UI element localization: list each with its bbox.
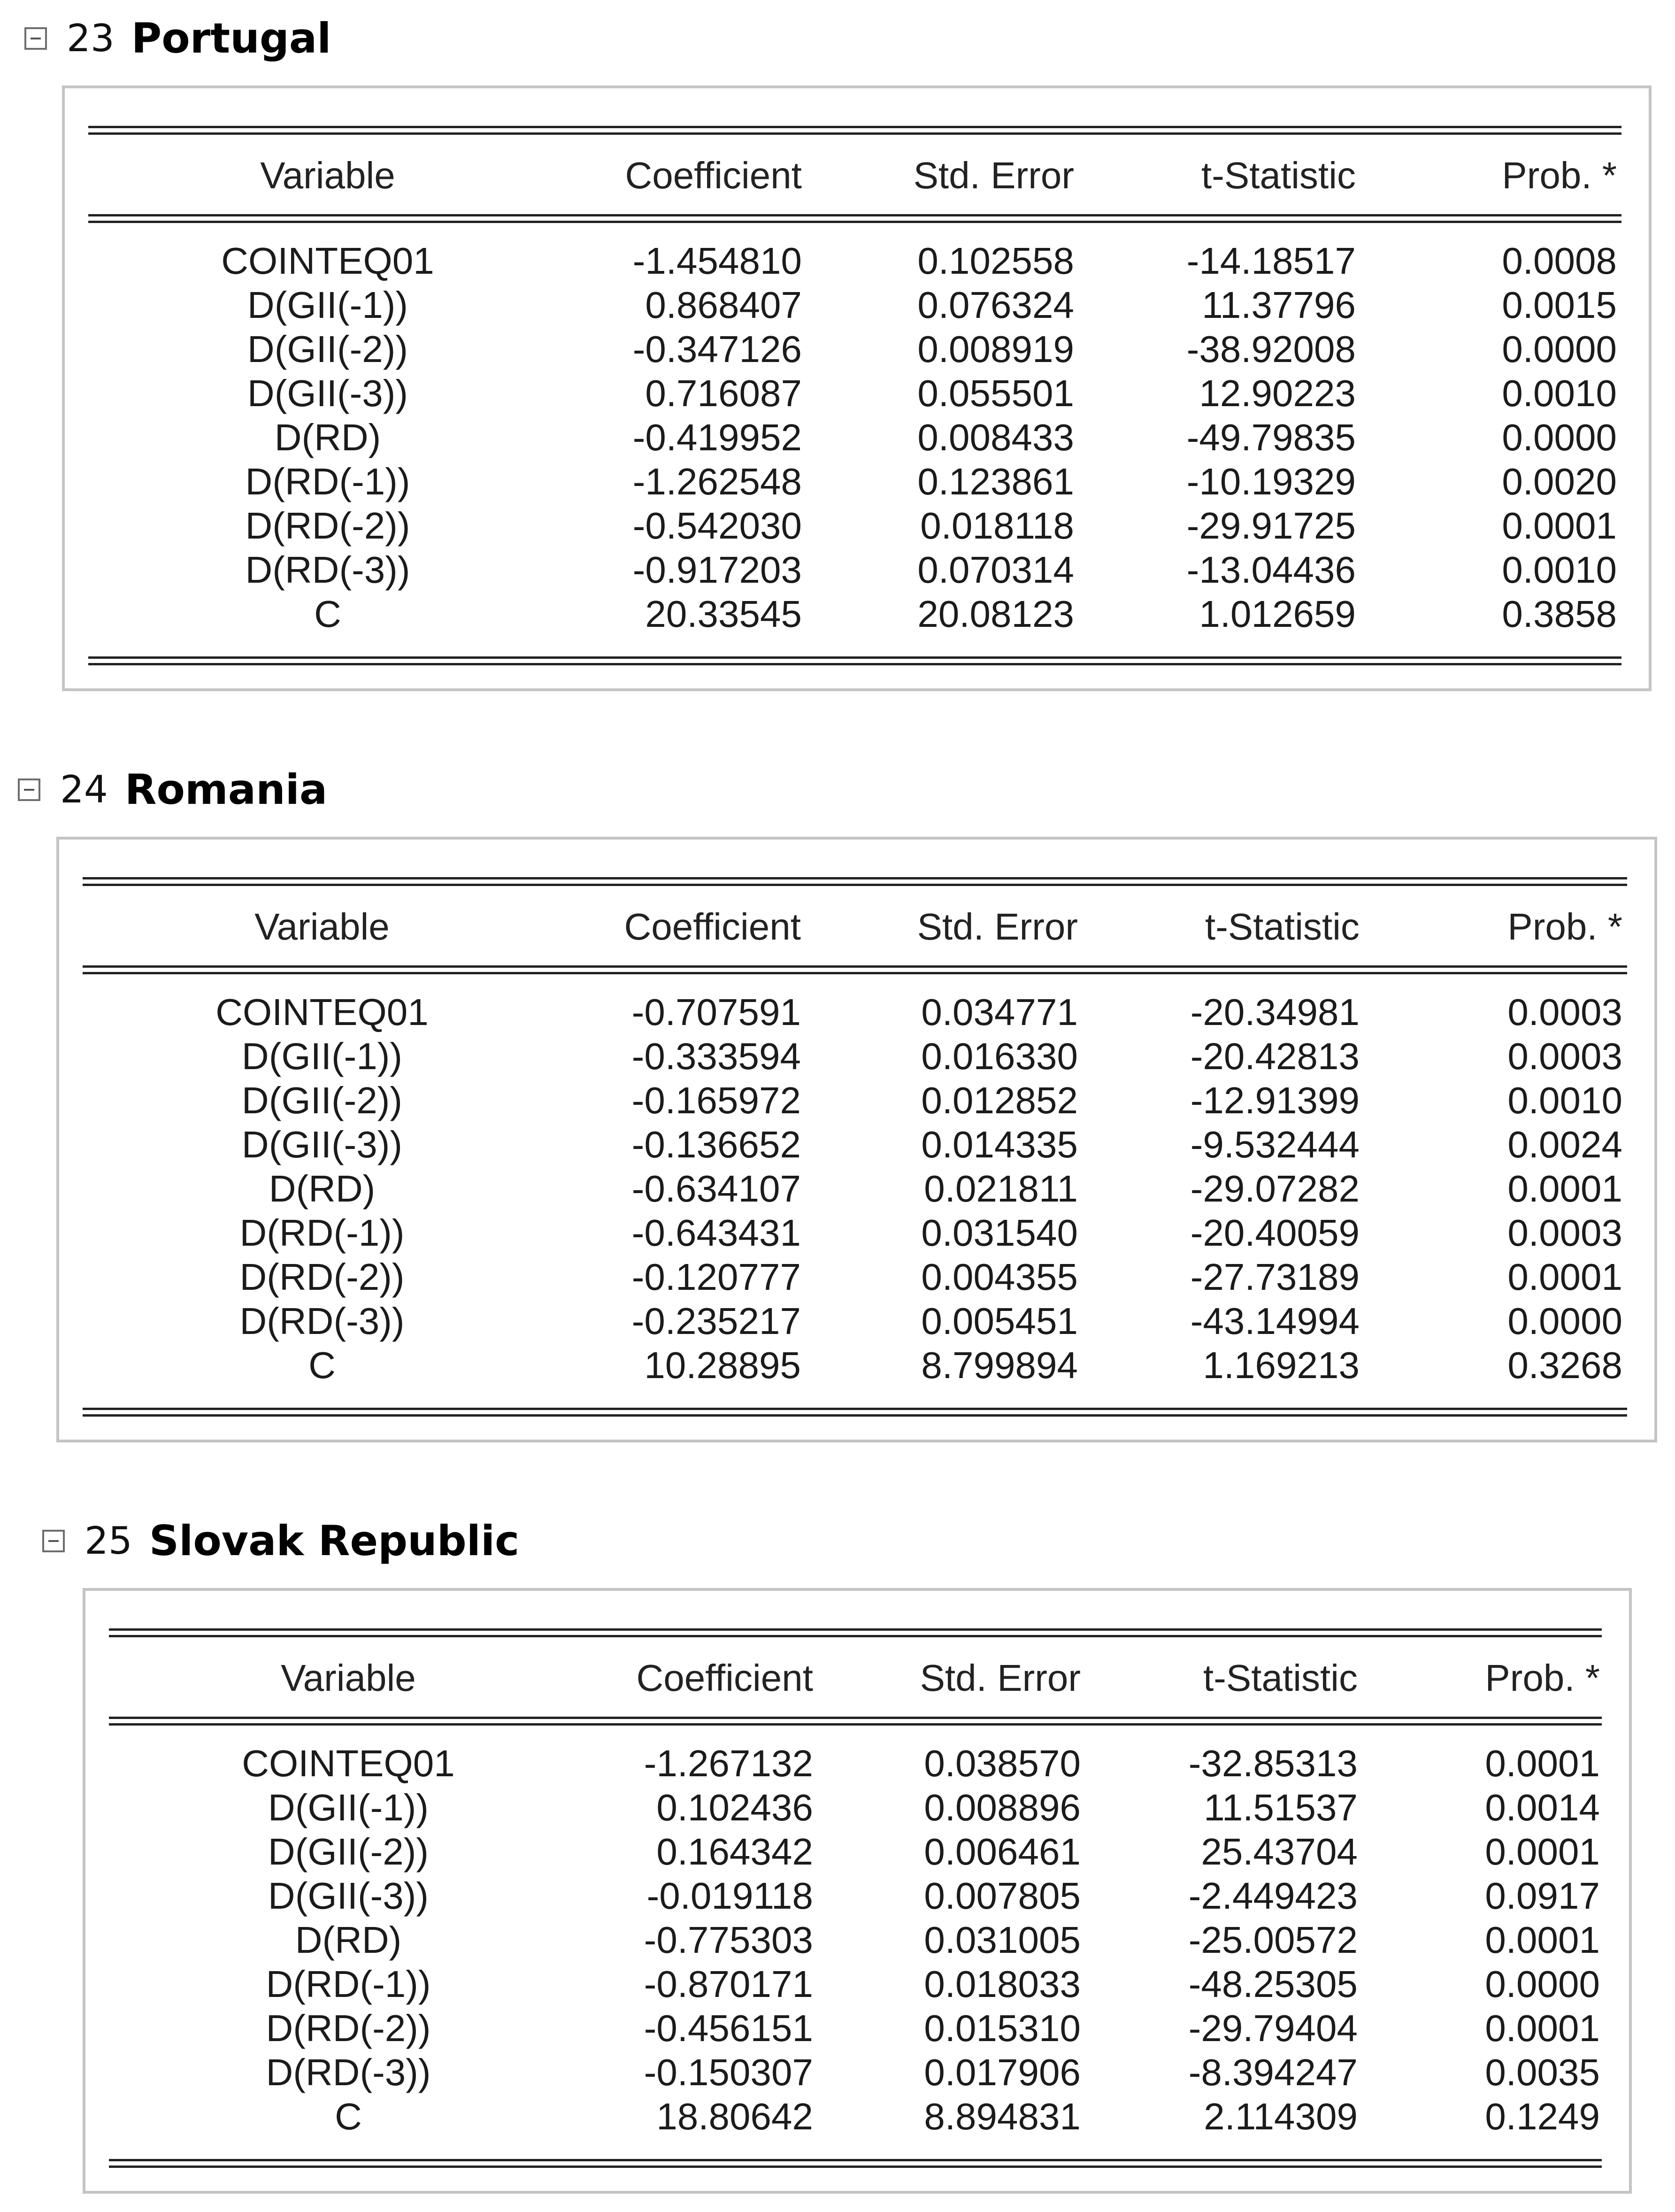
cell-std-error: 0.016330: [921, 1035, 1078, 1077]
cell-coefficient: -0.347126: [632, 328, 802, 370]
cell-std-error: 8.894831: [924, 2096, 1081, 2137]
table-row: [109, 1919, 1602, 1963]
cell-t-statistic: -48.25305: [1188, 1963, 1358, 2005]
cell-t-statistic: -38.92008: [1186, 328, 1356, 370]
cell-t-statistic: 2.114309: [1204, 2096, 1358, 2137]
cell-t-statistic: -2.449423: [1188, 1875, 1358, 1917]
cell-t-statistic: 12.90223: [1199, 372, 1356, 414]
results-panel: [56, 837, 1657, 1442]
cell-variable: D(RD(-2)): [266, 2007, 431, 2049]
cell-t-statistic: -20.34981: [1190, 991, 1360, 1033]
cell-variable: D(RD(-1)): [239, 1212, 405, 1254]
cell-prob: 0.0020: [1502, 461, 1617, 502]
table-row: [88, 593, 1621, 637]
cell-t-statistic: -29.91725: [1186, 505, 1356, 547]
cell-t-statistic: 1.012659: [1199, 593, 1356, 635]
cell-prob: 0.0001: [1507, 1168, 1622, 1210]
table-row: [109, 1963, 1602, 2007]
table-body: [83, 991, 1627, 1395]
cell-std-error: 0.031540: [921, 1212, 1078, 1254]
cell-std-error: 0.038570: [924, 1742, 1081, 1784]
cell-std-error: 0.012852: [921, 1079, 1078, 1121]
cell-coefficient: -0.707591: [631, 991, 801, 1033]
section-number: 24: [60, 768, 108, 811]
table-row: [109, 1742, 1602, 1786]
cell-coefficient: 0.102436: [656, 1787, 813, 1828]
section-24: [0, 751, 1675, 1456]
cell-coefficient: 0.164342: [656, 1831, 813, 1873]
cell-coefficient: -0.643431: [631, 1212, 801, 1254]
table-header: [109, 1657, 1602, 1703]
table-row: [109, 2051, 1602, 2095]
cell-coefficient: -1.262548: [632, 461, 802, 502]
cell-t-statistic: -43.14994: [1190, 1300, 1360, 1342]
section-header: [24, 14, 331, 62]
cell-variable: D(RD): [274, 416, 381, 458]
cell-std-error: 0.008896: [924, 1787, 1081, 1828]
cell-variable: D(RD): [269, 1168, 376, 1210]
header-coefficient: Coefficient: [636, 1657, 813, 1699]
cell-coefficient: -0.775303: [644, 1919, 813, 1961]
cell-prob: 0.0001: [1485, 1831, 1600, 1873]
table-row: [88, 328, 1621, 372]
cell-std-error: 0.014335: [921, 1124, 1078, 1165]
table-header-rule: [83, 965, 1627, 974]
table-row: [83, 1035, 1627, 1079]
cell-coefficient: -0.165972: [631, 1079, 801, 1121]
cell-std-error: 0.034771: [921, 991, 1078, 1033]
results-panel: [83, 1588, 1632, 2194]
section-number: 23: [67, 16, 115, 60]
cell-variable: D(RD(-1)): [245, 461, 410, 502]
table-row: [83, 1167, 1627, 1211]
table-row: [109, 2095, 1602, 2139]
cell-t-statistic: -9.532444: [1190, 1124, 1360, 1165]
header-variable: Variable: [281, 1657, 416, 1699]
collapse-icon[interactable]: [18, 778, 40, 801]
cell-prob: 0.0000: [1507, 1300, 1622, 1342]
table-row: [88, 504, 1621, 548]
table-body: [109, 1742, 1602, 2146]
table-header: [88, 154, 1621, 201]
header-t-statistic: t-Statistic: [1205, 906, 1360, 948]
cell-std-error: 0.015310: [924, 2007, 1081, 2049]
cell-t-statistic: -29.79404: [1188, 2007, 1358, 2049]
cell-prob: 0.0001: [1485, 2007, 1600, 2049]
cell-std-error: 0.006461: [924, 1831, 1081, 1873]
cell-std-error: 0.017906: [924, 2051, 1081, 2093]
cell-prob: 0.0024: [1507, 1124, 1622, 1165]
cell-std-error: 0.007805: [924, 1875, 1081, 1917]
cell-prob: 0.0010: [1507, 1079, 1622, 1121]
cell-variable: D(RD(-3)): [266, 2051, 431, 2093]
cell-std-error: 0.021811: [924, 1168, 1078, 1210]
cell-variable: D(GII(-1)): [247, 284, 408, 326]
cell-prob: 0.0000: [1485, 1963, 1600, 2005]
table-row: [88, 548, 1621, 593]
cell-coefficient: -0.120777: [631, 1256, 801, 1298]
cell-std-error: 8.799894: [921, 1344, 1078, 1386]
cell-prob: 0.3268: [1507, 1344, 1622, 1386]
cell-variable: D(GII(-2)): [241, 1079, 403, 1121]
table-bottom-rule: [88, 656, 1621, 665]
cell-variable: D(RD): [295, 1919, 402, 1961]
cell-coefficient: 10.28895: [644, 1344, 801, 1386]
cell-variable: D(GII(-3)): [247, 372, 408, 414]
cell-variable: D(GII(-1)): [241, 1035, 403, 1077]
table-row: [88, 239, 1621, 284]
cell-prob: 0.0008: [1502, 240, 1617, 282]
cell-t-statistic: -20.40059: [1190, 1212, 1360, 1254]
cell-variable: COINTEQ01: [242, 1742, 455, 1784]
cell-t-statistic: 11.37796: [1202, 284, 1356, 326]
cell-coefficient: -0.333594: [631, 1035, 801, 1077]
cell-std-error: 0.018118: [920, 505, 1074, 547]
cell-t-statistic: -29.07282: [1190, 1168, 1360, 1210]
cell-variable: C: [308, 1344, 336, 1386]
header-t-statistic: t-Statistic: [1203, 1657, 1358, 1699]
header-std-error: Std. Error: [920, 1657, 1081, 1699]
cell-coefficient: -0.136652: [631, 1124, 801, 1165]
section-number: 25: [85, 1519, 132, 1563]
cell-variable: D(RD(-3)): [239, 1300, 405, 1342]
section-title: Slovak Republic: [149, 1517, 520, 1565]
cell-coefficient: -0.235217: [631, 1300, 801, 1342]
cell-variable: D(GII(-2)): [268, 1831, 429, 1873]
cell-coefficient: -0.019118: [646, 1875, 813, 1917]
cell-t-statistic: -49.79835: [1186, 416, 1356, 458]
header-std-error: Std. Error: [917, 906, 1078, 948]
cell-prob: 0.0000: [1502, 328, 1617, 370]
cell-prob: 0.0001: [1507, 1256, 1622, 1298]
cell-t-statistic: 1.169213: [1203, 1344, 1360, 1386]
table-bottom-rule: [109, 2159, 1602, 2168]
table-header-rule: [88, 214, 1621, 223]
table-row: [109, 1830, 1602, 1874]
table-top-rule: [109, 1628, 1602, 1637]
cell-prob: 0.0010: [1502, 372, 1617, 414]
cell-std-error: 0.102558: [917, 240, 1074, 282]
cell-variable: D(RD(-2)): [239, 1256, 405, 1298]
cell-prob: 0.1249: [1485, 2096, 1600, 2137]
cell-variable: D(GII(-3)): [268, 1875, 429, 1917]
cell-prob: 0.3858: [1502, 593, 1617, 635]
cell-coefficient: -0.456151: [644, 2007, 813, 2049]
section-header: [18, 765, 327, 814]
section-23: [0, 0, 1675, 704]
table-row: [83, 1256, 1627, 1300]
cell-t-statistic: -14.18517: [1186, 240, 1356, 282]
cell-t-statistic: -13.04436: [1186, 549, 1356, 591]
header-t-statistic: t-Statistic: [1201, 154, 1356, 196]
header-prob: Prob. *: [1485, 1657, 1600, 1699]
section-title: Portugal: [131, 14, 331, 62]
header-coefficient: Coefficient: [624, 906, 801, 948]
cell-std-error: 0.055501: [917, 372, 1074, 414]
table-header-rule: [109, 1717, 1602, 1726]
cell-variable: D(RD(-3)): [245, 549, 410, 591]
cell-prob: 0.0003: [1507, 1035, 1622, 1077]
section-title: Romania: [124, 765, 328, 814]
cell-variable: D(RD(-1)): [266, 1963, 431, 2005]
table-row: [83, 1079, 1627, 1123]
cell-variable: D(GII(-3)): [241, 1124, 403, 1165]
cell-t-statistic: -20.42813: [1190, 1035, 1360, 1077]
cell-prob: 0.0001: [1502, 505, 1617, 547]
header-variable: Variable: [260, 154, 395, 196]
cell-variable: COINTEQ01: [221, 240, 434, 282]
cell-prob: 0.0000: [1502, 416, 1617, 458]
table-row: [109, 1786, 1602, 1830]
cell-std-error: 0.004355: [921, 1256, 1078, 1298]
cell-prob: 0.0001: [1485, 1742, 1600, 1784]
table-row: [88, 460, 1621, 504]
cell-variable: COINTEQ01: [215, 991, 429, 1033]
cell-variable: C: [314, 593, 341, 635]
cell-t-statistic: -25.00572: [1188, 1919, 1358, 1961]
cell-prob: 0.0003: [1507, 1212, 1622, 1254]
cell-coefficient: 0.716087: [645, 372, 802, 414]
cell-coefficient: 0.868407: [645, 284, 802, 326]
cell-std-error: 20.08123: [917, 593, 1074, 635]
cell-coefficient: -0.150307: [644, 2051, 813, 2093]
cell-std-error: 0.008433: [917, 416, 1074, 458]
table-header: [83, 905, 1627, 952]
cell-coefficient: -0.542030: [632, 505, 802, 547]
cell-t-statistic: -8.394247: [1188, 2051, 1358, 2093]
cell-t-statistic: 11.51537: [1204, 1787, 1358, 1828]
header-coefficient: Coefficient: [625, 154, 802, 196]
cell-prob: 0.0014: [1485, 1787, 1600, 1828]
cell-coefficient: -1.267132: [644, 1742, 813, 1784]
cell-coefficient: 18.80642: [656, 2096, 813, 2137]
collapse-icon[interactable]: [42, 1530, 65, 1552]
collapse-icon[interactable]: [24, 27, 47, 50]
table-row: [83, 1211, 1627, 1256]
header-prob: Prob. *: [1502, 154, 1617, 196]
table-top-rule: [83, 877, 1627, 886]
section-25: [0, 1503, 1675, 2207]
cell-coefficient: -0.419952: [632, 416, 802, 458]
cell-std-error: 0.031005: [924, 1919, 1081, 1961]
cell-t-statistic: -27.73189: [1190, 1256, 1360, 1298]
table-row: [83, 1300, 1627, 1344]
cell-t-statistic: -32.85313: [1188, 1742, 1358, 1784]
table-row: [83, 1344, 1627, 1388]
cell-prob: 0.0003: [1507, 991, 1622, 1033]
table-row: [109, 2007, 1602, 2051]
cell-variable: D(RD(-2)): [245, 505, 410, 547]
cell-std-error: 0.070314: [917, 549, 1074, 591]
table-row: [88, 372, 1621, 416]
cell-coefficient: 20.33545: [645, 593, 802, 635]
cell-coefficient: -0.917203: [632, 549, 802, 591]
table-row: [88, 284, 1621, 328]
cell-variable: D(GII(-1)): [268, 1787, 429, 1828]
cell-coefficient: -1.454810: [632, 240, 802, 282]
table-bottom-rule: [83, 1408, 1627, 1417]
table-body: [88, 239, 1621, 643]
cell-std-error: 0.005451: [921, 1300, 1078, 1342]
cell-t-statistic: -10.19329: [1186, 461, 1356, 502]
table-top-rule: [88, 126, 1621, 135]
table-row: [83, 1123, 1627, 1167]
cell-std-error: 0.076324: [917, 284, 1074, 326]
cell-prob: 0.0010: [1502, 549, 1617, 591]
cell-prob: 0.0917: [1485, 1875, 1600, 1917]
table-row: [83, 991, 1627, 1035]
cell-coefficient: -0.634107: [631, 1168, 801, 1210]
cell-prob: 0.0001: [1485, 1919, 1600, 1961]
cell-std-error: 0.123861: [917, 461, 1074, 502]
header-prob: Prob. *: [1507, 906, 1622, 948]
table-row: [109, 1874, 1602, 1919]
cell-prob: 0.0015: [1502, 284, 1617, 326]
cell-std-error: 0.008919: [917, 328, 1074, 370]
results-panel: [62, 85, 1652, 691]
cell-t-statistic: 25.43704: [1201, 1831, 1358, 1873]
cell-variable: C: [335, 2096, 362, 2137]
cell-prob: 0.0035: [1485, 2051, 1600, 2093]
section-header: [42, 1517, 519, 1565]
cell-std-error: 0.018033: [924, 1963, 1081, 2005]
cell-t-statistic: -12.91399: [1190, 1079, 1360, 1121]
cell-coefficient: -0.870171: [644, 1963, 813, 2005]
header-std-error: Std. Error: [913, 154, 1074, 196]
table-row: [88, 416, 1621, 460]
cell-variable: D(GII(-2)): [247, 328, 408, 370]
header-variable: Variable: [254, 906, 390, 948]
